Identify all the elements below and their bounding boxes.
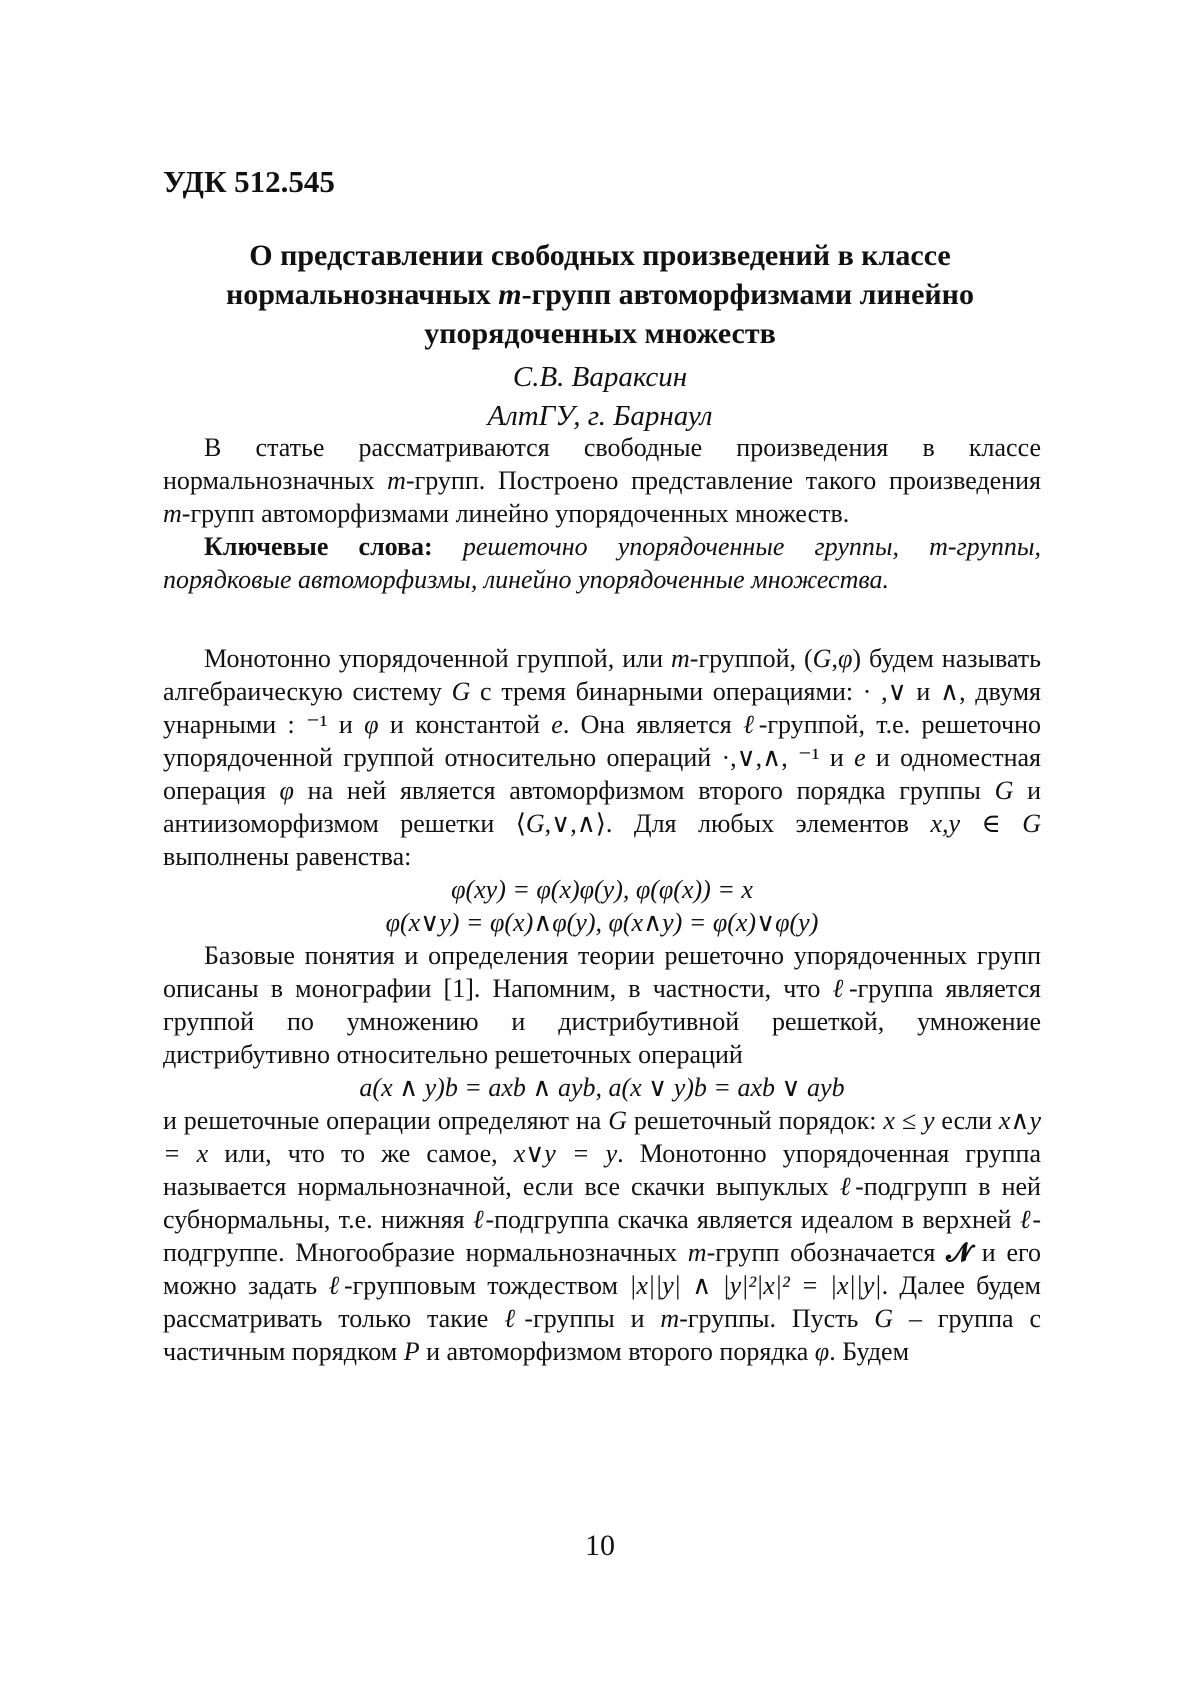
keywords-label: Ключевые слова: — [204, 532, 433, 561]
page-number: 10 — [0, 1529, 1200, 1563]
formula-2: φ(x∨y) = φ(x)∧φ(y), φ(x∧y) = φ(x)∨φ(y) — [163, 906, 1041, 939]
author-affiliation: АлтГУ, г. Барнаул — [150, 397, 1050, 436]
main-text — [163, 642, 1041, 1368]
keywords — [163, 530, 1041, 596]
author-block — [150, 358, 1050, 436]
article-title — [150, 236, 1050, 353]
formula-1: φ(xy) = φ(x)φ(y), φ(φ(x)) = x — [163, 873, 1041, 906]
title-line-2: нормальнозначных m-групп автоморфизмами линейно — [150, 275, 1050, 314]
keywords-text: решеточно упорядоченные группы, m-группы, порядковые автоморфизмы, линейно упорядоченные множества. — [163, 532, 1041, 594]
paragraph-definition: Монотонно упорядоченной группой, или m-группой, (G,φ) будем называть алгебраическую систему G с тремя бинарными операциями: · ,∨ и ∧, двумя унарными : ⁻¹ и φ и константой e. Она является ℓ-группой, т.е. решеточно упорядоченной группой относительно операций ·,∨,∧, ⁻¹ и e и одноместная операция φ на ней является автоморфизмом второго порядка группы G и антиизоморфизмом решетки ⟨G,∨,∧⟩. Для любых элементов x,y ∈ G выполнены равенства: — [163, 642, 1041, 873]
paragraph-order: и решеточные операции определяют на G решеточный порядок: x ≤ y если x∧y = x или, что то же самое, x∨y = y. Монотонно упорядоченная группа называется нормальнозначной, если все скачки выпуклых ℓ-подгрупп в ней субнормальны, т.е. нижняя ℓ-подгруппа скачка является идеалом в верхней ℓ-подгруппе. Многообразие нормальнозначных m-групп обозначается 𝓝 и его можно задать ℓ-групповым тождеством |x||y| ∧ |y|²|x|² = |x||y|. Далее будем рассматривать только такие ℓ-группы и m-группы. Пусть G – группа с частичным порядком P и автоморфизмом второго порядка φ. Будем — [163, 1104, 1041, 1368]
abstract-text: В статье рассматриваются свободные произведения в классе нормальнозначных m-групп. Построено представление такого произведения m-групп автоморфизмами линейно упорядоченных множеств. — [163, 431, 1041, 530]
document-page — [0, 0, 1200, 1703]
author-name: С.В. Вараксин — [150, 358, 1050, 397]
formula-3: a(x ∧ y)b = axb ∧ ayb, a(x ∨ y)b = axb ∨ ayb — [163, 1071, 1041, 1104]
paragraph-basics: Базовые понятия и определения теории решеточно упорядоченных групп описаны в монографии [1]. Напомним, в частности, что ℓ-группа является группой по умножению и дистрибутивной решеткой, умножение дистрибутивно относительно решеточных операций — [163, 939, 1041, 1071]
title-line-1: О представлении свободных произведений в классе — [150, 236, 1050, 275]
abstract — [163, 431, 1041, 596]
title-line-3: упорядоченных множеств — [150, 314, 1050, 353]
udc-code: УДК 512.545 — [163, 164, 335, 200]
